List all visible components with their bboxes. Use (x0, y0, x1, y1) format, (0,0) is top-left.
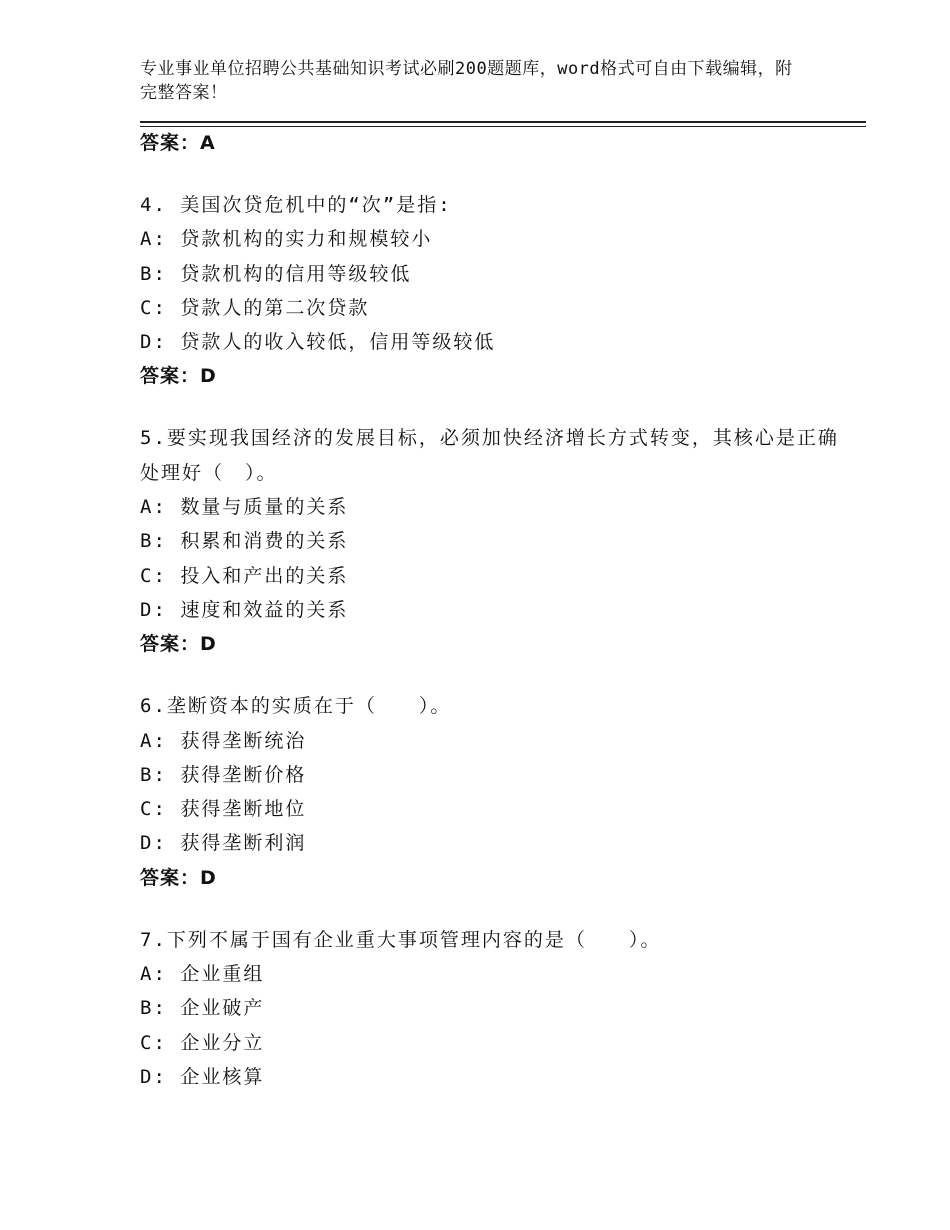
option-b: B: 企业破产 (140, 997, 265, 1020)
question-6 (140, 689, 840, 894)
answer-label: 答案：D (140, 633, 217, 656)
option-c: C: 获得垄断地位 (140, 798, 307, 821)
question-stem: 6.垄断资本的实质在于（ ）。 (140, 695, 452, 718)
answer-label: 答案：D (140, 365, 217, 388)
option-b: B: 积累和消费的关系 (140, 530, 349, 553)
option-a: A: 企业重组 (140, 963, 265, 986)
option-c: C: 企业分立 (140, 1031, 265, 1054)
option-d: D: 获得垄断利润 (140, 832, 307, 855)
document-header: 专业事业单位招聘公共基础知识考试必刷200题题库，word格式可自由下载编辑，附完整答案！ (140, 59, 793, 103)
option-b: B: 获得垄断价格 (140, 763, 307, 786)
question-content (140, 126, 840, 1094)
question-stem: 5.要实现我国经济的发展目标，必须加快经济增长方式转变，其核心是正确处理好（ ）。 (140, 427, 839, 484)
option-c: C: 投入和产出的关系 (140, 564, 349, 587)
question-7 (140, 923, 840, 1094)
option-c: C: 贷款人的第二次贷款 (140, 296, 370, 319)
option-d: D: 企业核算 (140, 1065, 265, 1088)
option-a: A: 贷款机构的实力和规模较小 (140, 228, 433, 251)
question-5 (140, 421, 840, 661)
question-4 (140, 188, 840, 393)
answer-label: 答案：A (140, 132, 216, 154)
option-d: D: 贷款人的收入较低，信用等级较低 (140, 331, 496, 354)
option-d: D: 速度和效益的关系 (140, 598, 349, 621)
answer-label: 答案：D (140, 866, 217, 889)
header-rule-thick (140, 121, 866, 123)
question-stem: 7.下列不属于国有企业重大事项管理内容的是（ ）。 (140, 928, 662, 951)
question-stem: 4. 美国次贷危机中的“次”是指: (140, 194, 452, 216)
option-a: A: 数量与质量的关系 (140, 496, 349, 519)
option-a: A: 获得垄断统治 (140, 729, 307, 752)
option-b: B: 贷款机构的信用等级较低 (140, 262, 412, 285)
